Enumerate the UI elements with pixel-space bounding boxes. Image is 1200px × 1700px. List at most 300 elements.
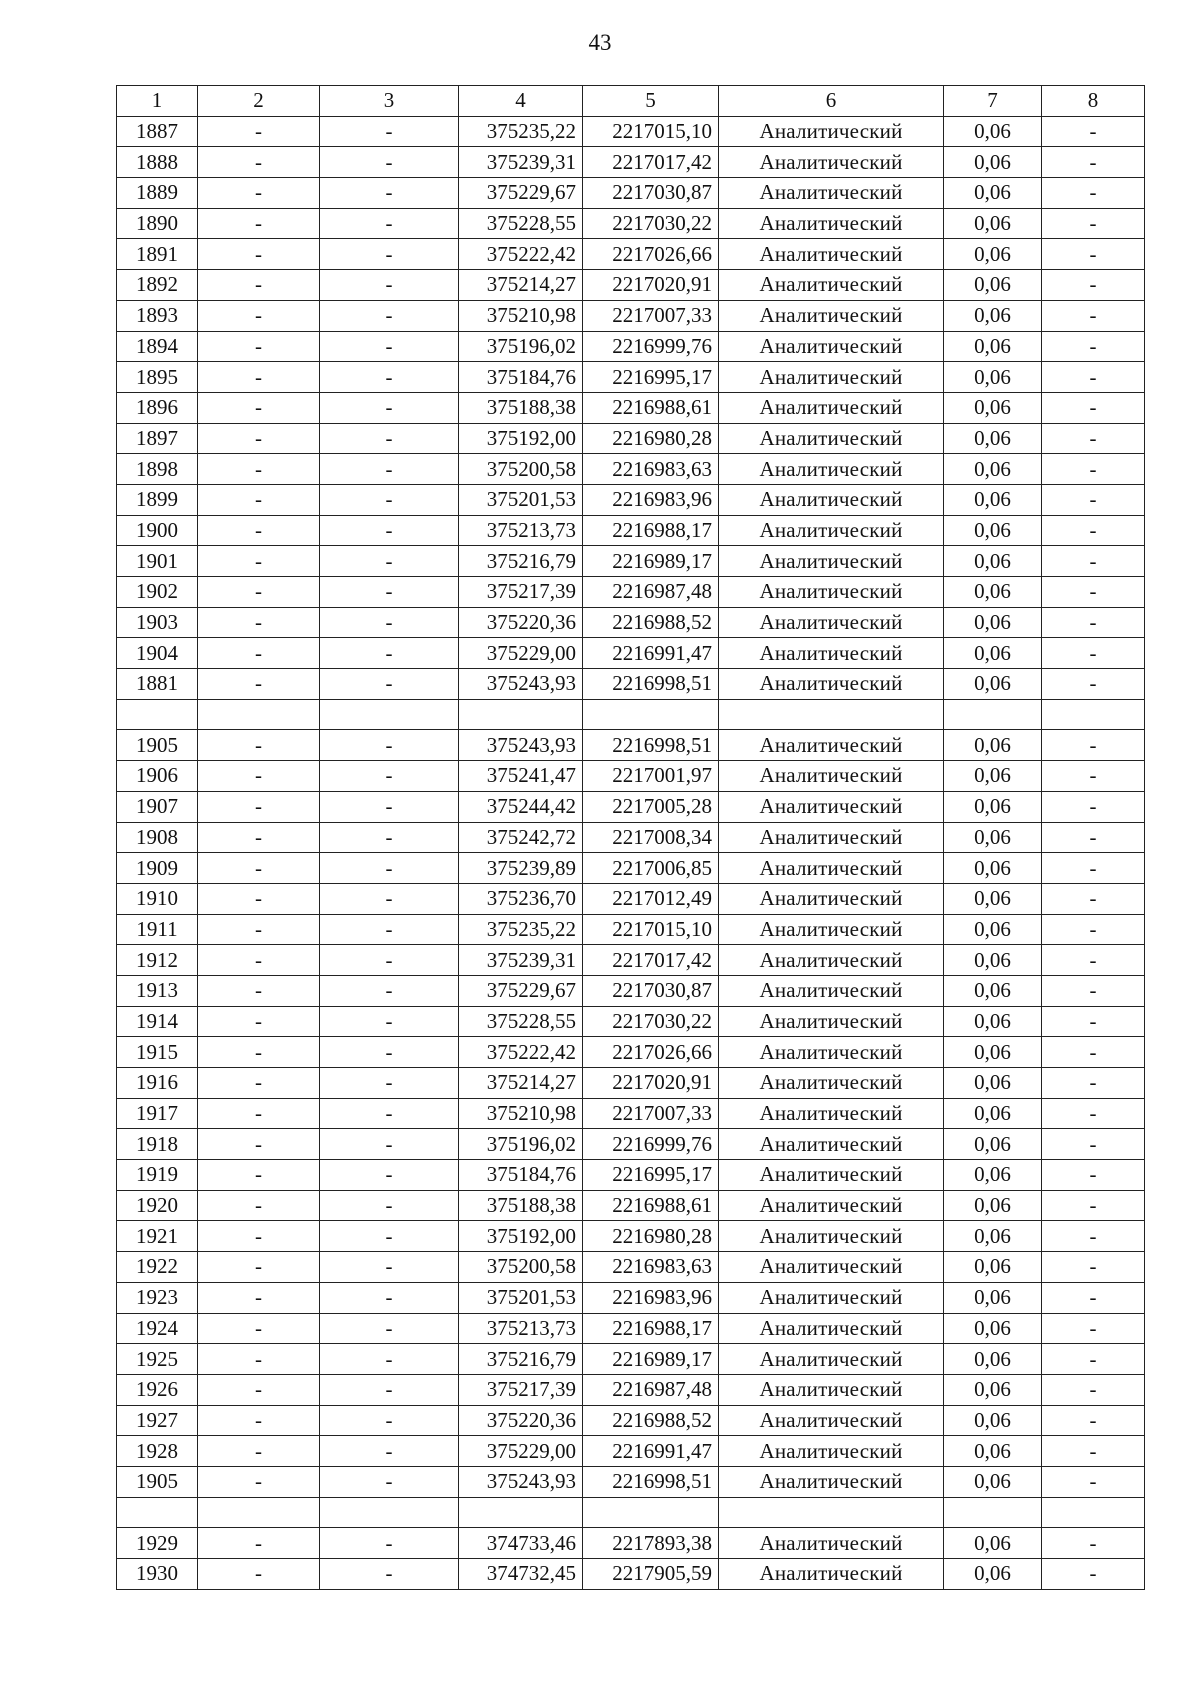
y-coordinate-cell: 2216983,63 xyxy=(583,1252,719,1283)
accuracy-cell xyxy=(944,699,1042,730)
y-coordinate-cell: 2216988,61 xyxy=(583,392,719,423)
table-row xyxy=(117,1129,1145,1160)
accuracy-cell: 0,06 xyxy=(944,1160,1042,1191)
accuracy-cell: 0,06 xyxy=(944,484,1042,515)
col2-cell: - xyxy=(198,1221,320,1252)
x-coordinate-cell: 375216,79 xyxy=(459,546,583,577)
col3-cell: - xyxy=(320,147,459,178)
col2-cell: - xyxy=(198,239,320,270)
point-number-cell: 1902 xyxy=(117,577,198,608)
x-coordinate-cell: 375235,22 xyxy=(459,116,583,147)
col2-cell: - xyxy=(198,1466,320,1497)
col3-cell: - xyxy=(320,515,459,546)
method-cell xyxy=(719,1497,944,1528)
y-coordinate-cell: 2217015,10 xyxy=(583,116,719,147)
method-cell: Аналитический xyxy=(719,1252,944,1283)
col3-cell: - xyxy=(320,178,459,209)
col2-cell: - xyxy=(198,975,320,1006)
col3-cell: - xyxy=(320,822,459,853)
method-cell: Аналитический xyxy=(719,147,944,178)
y-coordinate-cell: 2217020,91 xyxy=(583,270,719,301)
x-coordinate-cell: 375210,98 xyxy=(459,1098,583,1129)
table-row xyxy=(117,607,1145,638)
table-row xyxy=(117,1497,1145,1528)
point-number-cell: 1889 xyxy=(117,178,198,209)
col8-cell: - xyxy=(1042,730,1145,761)
method-cell: Аналитический xyxy=(719,822,944,853)
table-row xyxy=(117,484,1145,515)
point-number-cell: 1893 xyxy=(117,300,198,331)
y-coordinate-cell: 2217007,33 xyxy=(583,300,719,331)
accuracy-cell: 0,06 xyxy=(944,423,1042,454)
x-coordinate-cell: 375214,27 xyxy=(459,270,583,301)
col2-cell: - xyxy=(198,1405,320,1436)
coordinates-table xyxy=(116,85,1145,1590)
col8-cell: - xyxy=(1042,392,1145,423)
table-row xyxy=(117,1098,1145,1129)
table-row xyxy=(117,1374,1145,1405)
point-number-cell: 1928 xyxy=(117,1436,198,1467)
point-number-cell: 1900 xyxy=(117,515,198,546)
accuracy-cell: 0,06 xyxy=(944,761,1042,792)
col3-cell: - xyxy=(320,454,459,485)
col8-cell: - xyxy=(1042,454,1145,485)
accuracy-cell: 0,06 xyxy=(944,1252,1042,1283)
column-header: 1 xyxy=(117,86,198,117)
col3-cell xyxy=(320,1497,459,1528)
method-cell: Аналитический xyxy=(719,853,944,884)
method-cell: Аналитический xyxy=(719,1559,944,1590)
point-number-cell: 1913 xyxy=(117,975,198,1006)
col2-cell: - xyxy=(198,761,320,792)
point-number-cell: 1921 xyxy=(117,1221,198,1252)
point-number-cell: 1927 xyxy=(117,1405,198,1436)
x-coordinate-cell: 375222,42 xyxy=(459,239,583,270)
table-row xyxy=(117,853,1145,884)
col8-cell: - xyxy=(1042,577,1145,608)
x-coordinate-cell: 375236,70 xyxy=(459,883,583,914)
accuracy-cell: 0,06 xyxy=(944,1006,1042,1037)
x-coordinate-cell: 374732,45 xyxy=(459,1559,583,1590)
col8-cell: - xyxy=(1042,1252,1145,1283)
x-coordinate-cell: 375214,27 xyxy=(459,1068,583,1099)
x-coordinate-cell: 375184,76 xyxy=(459,362,583,393)
col8-cell: - xyxy=(1042,883,1145,914)
accuracy-cell xyxy=(944,1497,1042,1528)
table-row xyxy=(117,208,1145,239)
point-number-cell: 1905 xyxy=(117,730,198,761)
method-cell: Аналитический xyxy=(719,577,944,608)
method-cell: Аналитический xyxy=(719,1037,944,1068)
accuracy-cell: 0,06 xyxy=(944,1528,1042,1559)
point-number-cell: 1891 xyxy=(117,239,198,270)
x-coordinate-cell: 375241,47 xyxy=(459,761,583,792)
accuracy-cell: 0,06 xyxy=(944,1344,1042,1375)
table-row xyxy=(117,945,1145,976)
accuracy-cell: 0,06 xyxy=(944,1559,1042,1590)
accuracy-cell: 0,06 xyxy=(944,883,1042,914)
x-coordinate-cell: 375244,42 xyxy=(459,791,583,822)
method-cell: Аналитический xyxy=(719,607,944,638)
accuracy-cell: 0,06 xyxy=(944,607,1042,638)
x-coordinate-cell: 375228,55 xyxy=(459,1006,583,1037)
y-coordinate-cell: 2216991,47 xyxy=(583,1436,719,1467)
col8-cell: - xyxy=(1042,1405,1145,1436)
y-coordinate-cell: 2216995,17 xyxy=(583,362,719,393)
accuracy-cell: 0,06 xyxy=(944,791,1042,822)
method-cell: Аналитический xyxy=(719,178,944,209)
table-row xyxy=(117,515,1145,546)
x-coordinate-cell: 375239,31 xyxy=(459,147,583,178)
table-row xyxy=(117,1405,1145,1436)
col3-cell: - xyxy=(320,1405,459,1436)
col8-cell xyxy=(1042,1497,1145,1528)
y-coordinate-cell xyxy=(583,1497,719,1528)
column-header: 6 xyxy=(719,86,944,117)
col2-cell: - xyxy=(198,577,320,608)
col8-cell: - xyxy=(1042,362,1145,393)
col3-cell: - xyxy=(320,1559,459,1590)
col8-cell: - xyxy=(1042,607,1145,638)
col2-cell: - xyxy=(198,853,320,884)
col2-cell: - xyxy=(198,1559,320,1590)
page-number: 43 xyxy=(588,30,612,55)
col3-cell: - xyxy=(320,1129,459,1160)
col3-cell: - xyxy=(320,791,459,822)
method-cell: Аналитический xyxy=(719,208,944,239)
accuracy-cell: 0,06 xyxy=(944,914,1042,945)
col8-cell: - xyxy=(1042,546,1145,577)
y-coordinate-cell: 2217012,49 xyxy=(583,883,719,914)
x-coordinate-cell xyxy=(459,1497,583,1528)
col3-cell: - xyxy=(320,484,459,515)
col2-cell: - xyxy=(198,1190,320,1221)
point-number-cell: 1907 xyxy=(117,791,198,822)
col3-cell: - xyxy=(320,392,459,423)
y-coordinate-cell: 2216983,96 xyxy=(583,1282,719,1313)
accuracy-cell: 0,06 xyxy=(944,669,1042,700)
accuracy-cell: 0,06 xyxy=(944,208,1042,239)
col3-cell: - xyxy=(320,1098,459,1129)
col8-cell: - xyxy=(1042,423,1145,454)
col3-cell: - xyxy=(320,208,459,239)
y-coordinate-cell: 2217006,85 xyxy=(583,853,719,884)
col8-cell: - xyxy=(1042,1037,1145,1068)
accuracy-cell: 0,06 xyxy=(944,331,1042,362)
col2-cell: - xyxy=(198,1129,320,1160)
column-header: 5 xyxy=(583,86,719,117)
col2-cell: - xyxy=(198,331,320,362)
table-row xyxy=(117,270,1145,301)
accuracy-cell: 0,06 xyxy=(944,1436,1042,1467)
y-coordinate-cell: 2217026,66 xyxy=(583,239,719,270)
point-number-cell: 1914 xyxy=(117,1006,198,1037)
y-coordinate-cell: 2216998,51 xyxy=(583,730,719,761)
accuracy-cell: 0,06 xyxy=(944,945,1042,976)
point-number-cell: 1903 xyxy=(117,607,198,638)
y-coordinate-cell: 2217005,28 xyxy=(583,791,719,822)
column-header: 2 xyxy=(198,86,320,117)
col2-cell: - xyxy=(198,515,320,546)
point-number-cell: 1895 xyxy=(117,362,198,393)
x-coordinate-cell: 375210,98 xyxy=(459,300,583,331)
accuracy-cell: 0,06 xyxy=(944,1282,1042,1313)
method-cell: Аналитический xyxy=(719,761,944,792)
col3-cell: - xyxy=(320,1344,459,1375)
method-cell: Аналитический xyxy=(719,1006,944,1037)
point-number-cell: 1894 xyxy=(117,331,198,362)
col2-cell: - xyxy=(198,362,320,393)
point-number-cell: 1908 xyxy=(117,822,198,853)
x-coordinate-cell: 375192,00 xyxy=(459,1221,583,1252)
accuracy-cell: 0,06 xyxy=(944,147,1042,178)
y-coordinate-cell: 2216999,76 xyxy=(583,331,719,362)
y-coordinate-cell: 2217026,66 xyxy=(583,1037,719,1068)
accuracy-cell: 0,06 xyxy=(944,270,1042,301)
method-cell: Аналитический xyxy=(719,239,944,270)
col3-cell: - xyxy=(320,1190,459,1221)
col3-cell: - xyxy=(320,577,459,608)
point-number-cell xyxy=(117,699,198,730)
col8-cell: - xyxy=(1042,822,1145,853)
point-number-cell: 1901 xyxy=(117,546,198,577)
col8-cell: - xyxy=(1042,1221,1145,1252)
col2-cell xyxy=(198,1497,320,1528)
col8-cell: - xyxy=(1042,300,1145,331)
column-header: 4 xyxy=(459,86,583,117)
x-coordinate-cell: 375243,93 xyxy=(459,730,583,761)
table-row xyxy=(117,975,1145,1006)
col2-cell: - xyxy=(198,208,320,239)
col8-cell: - xyxy=(1042,239,1145,270)
y-coordinate-cell: 2216983,63 xyxy=(583,454,719,485)
point-number-cell: 1888 xyxy=(117,147,198,178)
method-cell: Аналитический xyxy=(719,1129,944,1160)
y-coordinate-cell: 2217020,91 xyxy=(583,1068,719,1099)
col3-cell xyxy=(320,699,459,730)
point-number-cell: 1911 xyxy=(117,914,198,945)
col3-cell: - xyxy=(320,945,459,976)
table-row xyxy=(117,638,1145,669)
table-row xyxy=(117,1528,1145,1559)
col2-cell: - xyxy=(198,669,320,700)
col2-cell: - xyxy=(198,822,320,853)
col3-cell: - xyxy=(320,914,459,945)
col3-cell: - xyxy=(320,1313,459,1344)
method-cell: Аналитический xyxy=(719,883,944,914)
col2-cell: - xyxy=(198,484,320,515)
col8-cell: - xyxy=(1042,147,1145,178)
table-row xyxy=(117,1221,1145,1252)
method-cell: Аналитический xyxy=(719,270,944,301)
table-row xyxy=(117,1037,1145,1068)
y-coordinate-cell: 2217001,97 xyxy=(583,761,719,792)
method-cell: Аналитический xyxy=(719,362,944,393)
col3-cell: - xyxy=(320,1037,459,1068)
method-cell: Аналитический xyxy=(719,1374,944,1405)
col2-cell: - xyxy=(198,1313,320,1344)
table-row xyxy=(117,147,1145,178)
col2-cell: - xyxy=(198,1068,320,1099)
col2-cell: - xyxy=(198,300,320,331)
point-number-cell xyxy=(117,1497,198,1528)
col2-cell: - xyxy=(198,607,320,638)
col8-cell: - xyxy=(1042,761,1145,792)
table-row xyxy=(117,791,1145,822)
table-row xyxy=(117,577,1145,608)
y-coordinate-cell: 2216995,17 xyxy=(583,1160,719,1191)
point-number-cell: 1881 xyxy=(117,669,198,700)
y-coordinate-cell: 2217015,10 xyxy=(583,914,719,945)
point-number-cell: 1922 xyxy=(117,1252,198,1283)
col3-cell: - xyxy=(320,331,459,362)
point-number-cell: 1929 xyxy=(117,1528,198,1559)
col8-cell: - xyxy=(1042,1436,1145,1467)
y-coordinate-cell: 2216998,51 xyxy=(583,669,719,700)
y-coordinate-cell: 2216988,52 xyxy=(583,1405,719,1436)
point-number-cell: 1917 xyxy=(117,1098,198,1129)
col3-cell: - xyxy=(320,1374,459,1405)
col2-cell: - xyxy=(198,1344,320,1375)
table-row xyxy=(117,883,1145,914)
accuracy-cell: 0,06 xyxy=(944,1466,1042,1497)
accuracy-cell: 0,06 xyxy=(944,853,1042,884)
col3-cell: - xyxy=(320,1252,459,1283)
x-coordinate-cell: 375192,00 xyxy=(459,423,583,454)
x-coordinate-cell: 375184,76 xyxy=(459,1160,583,1191)
table-row xyxy=(117,1068,1145,1099)
accuracy-cell: 0,06 xyxy=(944,362,1042,393)
col8-cell: - xyxy=(1042,1129,1145,1160)
accuracy-cell: 0,06 xyxy=(944,1068,1042,1099)
accuracy-cell: 0,06 xyxy=(944,515,1042,546)
x-coordinate-cell: 375196,02 xyxy=(459,1129,583,1160)
col2-cell: - xyxy=(198,1528,320,1559)
accuracy-cell: 0,06 xyxy=(944,1313,1042,1344)
col2-cell: - xyxy=(198,945,320,976)
y-coordinate-cell: 2217030,22 xyxy=(583,1006,719,1037)
col2-cell: - xyxy=(198,178,320,209)
table-row xyxy=(117,423,1145,454)
table-row xyxy=(117,699,1145,730)
point-number-cell: 1892 xyxy=(117,270,198,301)
col8-cell: - xyxy=(1042,1098,1145,1129)
table-row xyxy=(117,1313,1145,1344)
y-coordinate-cell: 2216988,61 xyxy=(583,1190,719,1221)
accuracy-cell: 0,06 xyxy=(944,1037,1042,1068)
method-cell: Аналитический xyxy=(719,484,944,515)
method-cell: Аналитический xyxy=(719,730,944,761)
col8-cell: - xyxy=(1042,116,1145,147)
x-coordinate-cell xyxy=(459,699,583,730)
y-coordinate-cell: 2216980,28 xyxy=(583,1221,719,1252)
y-coordinate-cell: 2217007,33 xyxy=(583,1098,719,1129)
y-coordinate-cell: 2216991,47 xyxy=(583,638,719,669)
col2-cell: - xyxy=(198,1436,320,1467)
table-row xyxy=(117,116,1145,147)
col3-cell: - xyxy=(320,883,459,914)
method-cell: Аналитический xyxy=(719,1098,944,1129)
x-coordinate-cell: 375217,39 xyxy=(459,1374,583,1405)
col3-cell: - xyxy=(320,546,459,577)
col8-cell xyxy=(1042,699,1145,730)
accuracy-cell: 0,06 xyxy=(944,546,1042,577)
method-cell: Аналитический xyxy=(719,392,944,423)
point-number-cell: 1926 xyxy=(117,1374,198,1405)
col8-cell: - xyxy=(1042,331,1145,362)
accuracy-cell: 0,06 xyxy=(944,577,1042,608)
col2-cell: - xyxy=(198,392,320,423)
x-coordinate-cell: 375235,22 xyxy=(459,914,583,945)
col8-cell: - xyxy=(1042,1160,1145,1191)
col3-cell: - xyxy=(320,638,459,669)
table-row xyxy=(117,1160,1145,1191)
method-cell: Аналитический xyxy=(719,669,944,700)
x-coordinate-cell: 375196,02 xyxy=(459,331,583,362)
y-coordinate-cell: 2216999,76 xyxy=(583,1129,719,1160)
col8-cell: - xyxy=(1042,270,1145,301)
y-coordinate-cell: 2216988,52 xyxy=(583,607,719,638)
method-cell: Аналитический xyxy=(719,1160,944,1191)
accuracy-cell: 0,06 xyxy=(944,1374,1042,1405)
point-number-cell: 1910 xyxy=(117,883,198,914)
method-cell: Аналитический xyxy=(719,638,944,669)
col8-cell: - xyxy=(1042,853,1145,884)
method-cell: Аналитический xyxy=(719,300,944,331)
x-coordinate-cell: 375229,00 xyxy=(459,1436,583,1467)
col2-cell: - xyxy=(198,638,320,669)
point-number-cell: 1912 xyxy=(117,945,198,976)
y-coordinate-cell: 2217030,87 xyxy=(583,178,719,209)
point-number-cell: 1898 xyxy=(117,454,198,485)
x-coordinate-cell: 375229,67 xyxy=(459,178,583,209)
point-number-cell: 1899 xyxy=(117,484,198,515)
y-coordinate-cell: 2216998,51 xyxy=(583,1466,719,1497)
col8-cell: - xyxy=(1042,1344,1145,1375)
col3-cell: - xyxy=(320,607,459,638)
table-row xyxy=(117,1282,1145,1313)
y-coordinate-cell: 2216989,17 xyxy=(583,546,719,577)
col8-cell: - xyxy=(1042,1559,1145,1590)
x-coordinate-cell: 374733,46 xyxy=(459,1528,583,1559)
column-header: 8 xyxy=(1042,86,1145,117)
method-cell: Аналитический xyxy=(719,1313,944,1344)
accuracy-cell: 0,06 xyxy=(944,116,1042,147)
col2-cell: - xyxy=(198,454,320,485)
col8-cell: - xyxy=(1042,1282,1145,1313)
accuracy-cell: 0,06 xyxy=(944,1098,1042,1129)
x-coordinate-cell: 375220,36 xyxy=(459,607,583,638)
col8-cell: - xyxy=(1042,669,1145,700)
accuracy-cell: 0,06 xyxy=(944,1129,1042,1160)
col3-cell: - xyxy=(320,423,459,454)
method-cell: Аналитический xyxy=(719,1405,944,1436)
y-coordinate-cell: 2217030,22 xyxy=(583,208,719,239)
col3-cell: - xyxy=(320,669,459,700)
method-cell: Аналитический xyxy=(719,1221,944,1252)
point-number-cell: 1887 xyxy=(117,116,198,147)
col3-cell: - xyxy=(320,239,459,270)
method-cell: Аналитический xyxy=(719,914,944,945)
y-coordinate-cell: 2217008,34 xyxy=(583,822,719,853)
col2-cell: - xyxy=(198,730,320,761)
col2-cell: - xyxy=(198,116,320,147)
method-cell: Аналитический xyxy=(719,423,944,454)
col8-cell: - xyxy=(1042,1528,1145,1559)
accuracy-cell: 0,06 xyxy=(944,392,1042,423)
y-coordinate-cell xyxy=(583,699,719,730)
point-number-cell: 1918 xyxy=(117,1129,198,1160)
